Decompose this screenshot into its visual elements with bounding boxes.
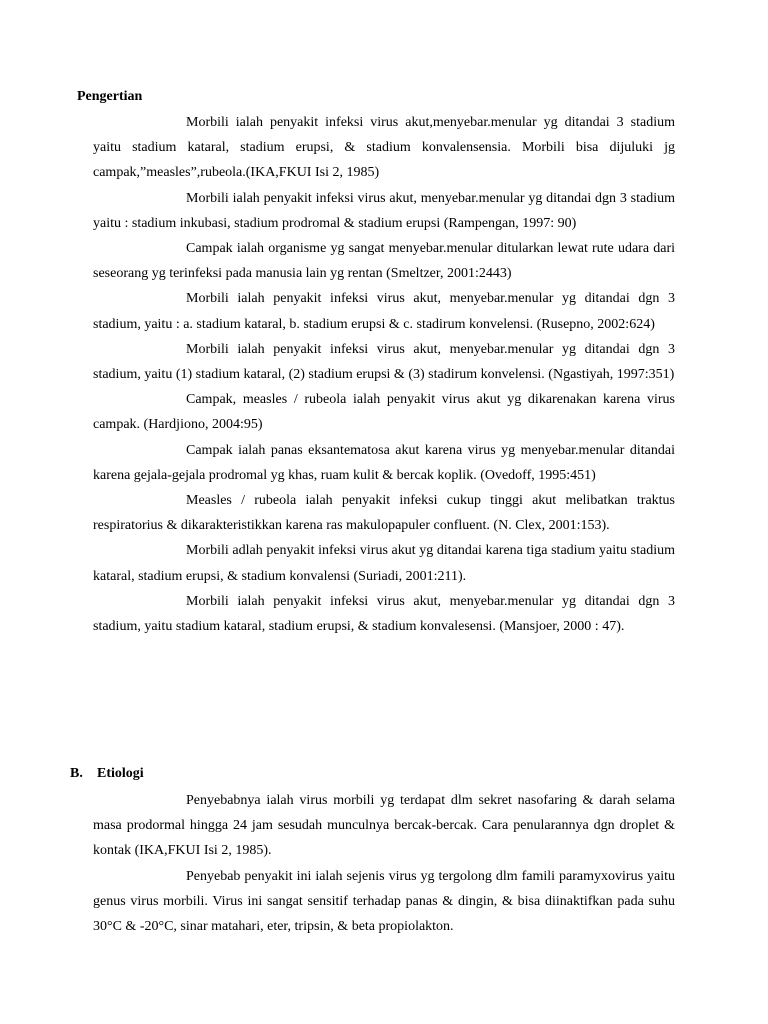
paragraph: Campak ialah organisme yg sangat menyebar.menular ditularkan lewat rute udara dari seseorang yg terinfeksi pada manusia lain yg rentan (Smeltzer, 2001:2443) [93,241,675,282]
paragraph: Measles / rubeola ialah penyakit infeksi cukup tinggi akut melibatkan traktus respiratorius & dikarakteristikkan karena ras makulopapuler confluent. (N. Clex, 2001:153). [93,493,675,534]
paragraph: Morbili ialah penyakit infeksi virus akut, menyebar.menular yg ditandai dgn 3 stadium, yaitu (1) stadium kataral, (2) stadium erupsi & (3) stadirum konvelensi. (Ngastiyah, 1997:351) [93,341,675,383]
paragraph: Campak ialah panas eksantematosa akut karena virus yg menyebar.menular ditandai karena gejala-gejala prodromal yg khas, ruam kulit & bercak koplik. (Ovedoff, 1995:451) [93,442,675,483]
section-title: Etiologi [97,766,144,781]
paragraph: Morbili ialah penyakit infeksi virus akut,menyebar.menular yg ditandai 3 stadium yaitu stadium kataral, stadium erupsi, & stadium konvalensensia. Morbili bisa dijuluki jg campak,”measles”,rubeola.(IKA,FKUI Isi 2, 1985) [93,115,675,181]
pengertian-section [93,110,675,639]
paragraph: Morbili ialah penyakit infeksi virus akut, menyebar.menular yg ditandai dgn 3 stadium, yaitu : a. stadium kataral, b. stadium erupsi & c. stadirum konvelensi. (Rusepno, 2002:624) [93,291,675,332]
paragraph: Morbili adlah penyakit infeksi virus akut yg ditandai karena tiga stadium yaitu stadium kataral, stadium erupsi, & stadium konvalensi (Suriadi, 2001:211). [93,543,675,584]
paragraph: Campak, measles / rubeola ialah penyakit virus akut yg dikarenakan karena virus campak. (Hardjiono, 2004:95) [93,392,675,433]
paragraph: Morbili ialah penyakit infeksi virus akut, menyebar.menular yg ditandai dgn 3 stadium, yaitu stadium kataral, stadium erupsi, & stadium konvalesensi. (Mansjoer, 2000 : 47). [93,593,675,635]
paragraph: Penyebabnya ialah virus morbili yg terdapat dlm sekret nasofaring & darah selama masa prodormal hingga 24 jam sesudah munculnya bercak-bercak. Cara penularannya dgn droplet & kontak (IKA,FKUI Isi 2, 1985). [93,793,675,859]
paragraph: Morbili ialah penyakit infeksi virus akut, menyebar.menular yg ditandai dgn 3 stadium yaitu : stadium inkubasi, stadium prodromal & stadium erupsi (Rampengan, 1997: 90) [93,190,675,231]
paragraph: Penyebab penyakit ini ialah sejenis virus yg tergolong dlm famili paramyxovirus yaitu genus virus morbili. Virus ini sangat sensitif terhadap panas & dingin, & bisa diinaktifkan pada suhu 30°C & -20°C, sinar matahari, eter, tripsin, & beta propiolakton. [93,868,675,935]
section-heading-etiologi [70,765,144,783]
etiologi-section [93,788,675,939]
section-number: B. [70,766,83,781]
section-heading-pengertian: Pengertian [77,89,143,104]
